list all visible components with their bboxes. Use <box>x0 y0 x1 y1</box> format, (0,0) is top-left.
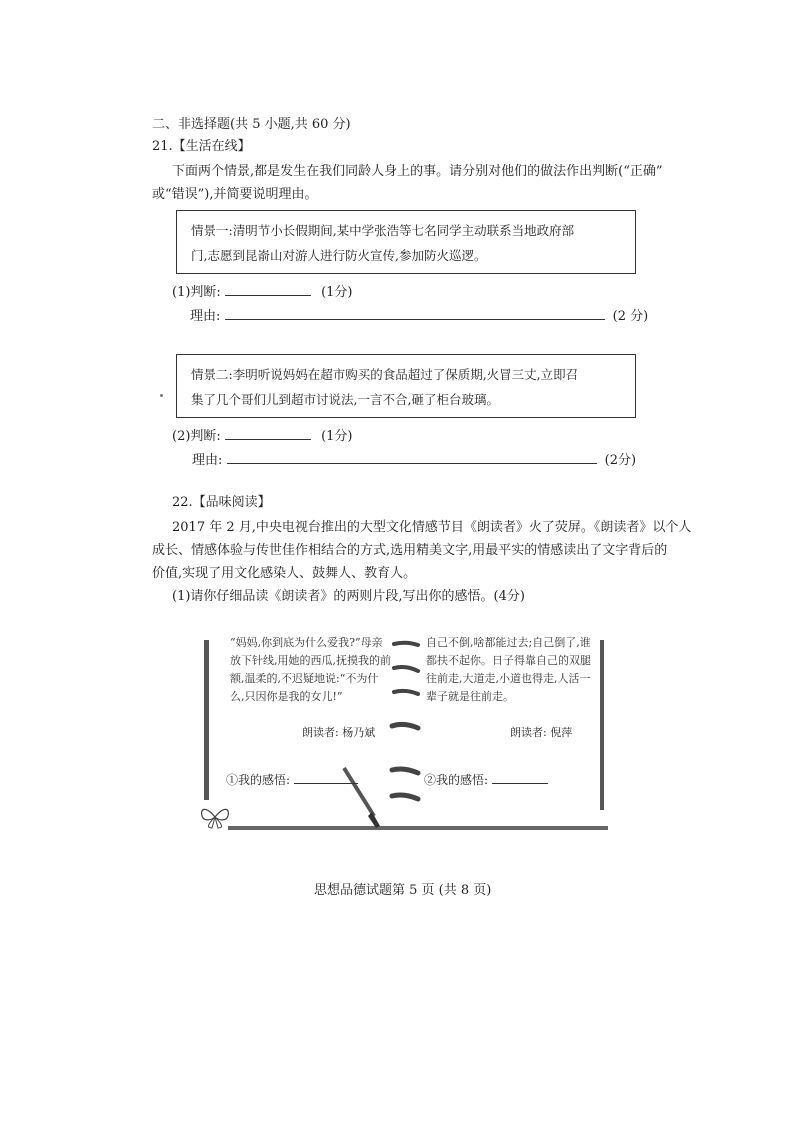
left-insight-blank[interactable] <box>294 775 358 784</box>
scenario2-line1: 情景二:李明听说妈妈在超市购买的食品超过了保质期,火冒三丈,立即召 <box>191 367 579 382</box>
scenario1-line1: 情景一:清明节小长假期间,某中学张浩等七名同学主动联系当地政府部 <box>191 223 575 238</box>
judge1-row <box>172 281 353 304</box>
right-prompt: ②我的感悟: <box>424 773 489 787</box>
scenario2-line2: 集了几个哥们儿到超市讨说法,一言不合,砸了柜台玻璃。 <box>191 392 499 407</box>
left-prompt-row <box>226 771 358 788</box>
reason2-answer-blank[interactable] <box>227 449 597 464</box>
scenario1-box <box>176 210 636 274</box>
q22-title: 22.【品味阅读】 <box>172 495 271 510</box>
brush-stroke-decoration-icon <box>388 636 422 806</box>
judge1-answer-blank[interactable] <box>225 281 311 296</box>
judge2-row <box>172 425 353 448</box>
judge2-answer-blank[interactable] <box>225 425 311 440</box>
left-reader: 朗读者: 杨乃斌 <box>302 726 376 739</box>
right-prompt-row <box>424 771 548 788</box>
right-insight-blank[interactable] <box>492 775 548 784</box>
q22-task: (1)请你仔细品读《朗读者》的两则片段,写出你的感悟。(4分) <box>172 589 525 604</box>
section-heading: 二、非选择题(共 5 小题,共 60 分) <box>152 117 351 132</box>
q21-intro-line1: 下面两个情景,都是发生在我们同龄人身上的事。请分别对他们的做法作出判断(“正确” <box>172 164 663 179</box>
left-excerpt: “妈妈,你到底为什么爱我?”母亲放下针线,用她的西瓜,抚摸我的前额,温柔的,不迟疑地说:“不为什么,只因你是我的女儿!” <box>230 636 391 703</box>
reason2-label: 理由: <box>192 453 223 468</box>
stray-dot <box>160 394 163 397</box>
judge1-label: (1)判断: <box>172 285 221 300</box>
panel-bottom-border <box>228 826 608 830</box>
scenario1-line2: 门,志愿到昆嵛山对游人进行防火宣传,参加防火巡逻。 <box>191 248 487 263</box>
page-footer: 思想品德试题第 5 页 (共 8 页) <box>314 883 492 898</box>
reason1-row <box>190 305 648 328</box>
butterfly-icon <box>198 804 232 830</box>
reason2-row <box>192 449 636 472</box>
right-excerpt: 自己不倒,啥都能过去;自己倒了,谁都扶不起你。日子得靠自己的双腿往前走,大道走,小道也得走,人活一辈子就是往前走。 <box>426 636 591 703</box>
q21-title: 21.【生活在线】 <box>152 139 251 154</box>
scenario2-box <box>176 354 636 418</box>
panel-right-border <box>600 640 604 810</box>
judge2-label: (2)判断: <box>172 429 221 444</box>
reason1-label: 理由: <box>190 309 221 324</box>
panel-left-border <box>204 640 209 800</box>
q22-para-line1: 2017 年 2 月,中央电视台推出的大型文化情感节目《朗读者》火了荧屏。《朗读者》以个人 <box>172 520 692 535</box>
reason1-points: (2 分) <box>612 309 649 324</box>
judge2-points: (1分) <box>321 429 353 444</box>
judge1-points: (1分) <box>321 285 353 300</box>
reason1-answer-blank[interactable] <box>225 305 605 320</box>
q22-para-line2: 成长、情感体验与传世佳作相结合的方式,选用精美文字,用最平实的情感读出了文字背后的 <box>152 543 668 558</box>
right-reader: 朗读者: 倪萍 <box>510 726 573 739</box>
left-prompt: ①我的感悟: <box>226 773 291 787</box>
q21-intro-line2: 或“错误”),并简要说明理由。 <box>152 187 318 202</box>
q22-para-line3: 价值,实现了用文化感染人、鼓舞人、教育人。 <box>152 566 417 581</box>
reading-panel <box>198 628 610 840</box>
reason2-points: (2分) <box>604 453 637 468</box>
